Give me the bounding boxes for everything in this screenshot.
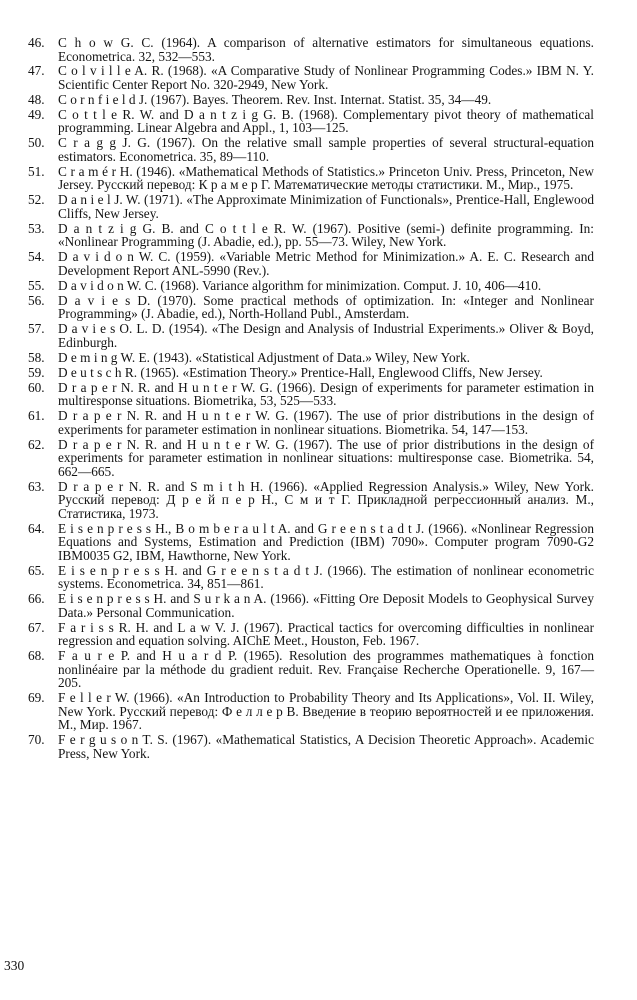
reference-item <box>28 522 594 563</box>
reference-item <box>28 108 594 135</box>
reference-item <box>28 36 594 63</box>
reference-item <box>28 733 594 760</box>
reference-item <box>28 165 594 192</box>
reference-text: D a v i d o n W. C. (1968). Variance algorithm for minimization. Comput. J. 10, 406—410. <box>58 277 542 293</box>
reference-text: F a r i s s R. H. and L a w V. J. (1967). Practical tactics for overcoming difficulties in nonlinear regression and equation solving. AIChE Meet., Houston, Feb. 1967. <box>58 619 594 649</box>
reference-number: 61. <box>28 408 45 424</box>
reference-number: 59. <box>28 364 45 380</box>
reference-number: 65. <box>28 562 45 578</box>
reference-item <box>28 592 594 619</box>
reference-number: 60. <box>28 379 45 395</box>
reference-number: 55. <box>28 277 45 293</box>
reference-number: 66. <box>28 591 45 607</box>
reference-item <box>28 366 594 380</box>
reference-item <box>28 621 594 648</box>
reference-text: D r a p e r N. R. and H u n t e r W. G. (1966). Design of experiments for parameter estimation in multiresponse situations. Biometrika, 53, 525—533. <box>58 379 594 409</box>
reference-text: D e u t s c h R. (1965). «Estimation Theory.» Prentice-Hall, Englewood Cliffs, New Jersey. <box>58 364 543 380</box>
reference-item <box>28 351 594 365</box>
reference-number: 64. <box>28 520 45 536</box>
reference-item <box>28 294 594 321</box>
reference-item <box>28 564 594 591</box>
reference-text: E i s e n p r e s s H. and S u r k a n A. (1966). «Fitting Ore Deposit Models to Geophysical Survey Data.» Personal Communication. <box>58 591 594 620</box>
reference-text: F e l l e r W. (1966). «An Introduction to Probability Theory and Its Applications», Vol. II. Wiley, New York. Русский перевод: Ф е л л е р В. Введение в теорию вероятностей и ее приложения. М., Мир. 1967. <box>58 690 594 733</box>
reference-text: D e m i n g W. E. (1943). «Statistical Adjustment of Data.» Wiley, New York. <box>58 349 471 365</box>
reference-number: 50. <box>28 135 45 151</box>
reference-text: D r a p e r N. R. and S m i t h H. (1966). «Applied Regression Analysis.» Wiley, New York. Русский перевод: Д р е й п е р Н., С м и т Г. Прикладной регрессионный анализ. М., Статистика, 1973. <box>58 478 594 521</box>
reference-text: D r a p e r N. R. and H u n t e r W. G. (1967). The use of prior distributions in the design of experiments for parameter estimation in nonlinear situations. Biometrika. 54, 147—153. <box>58 408 594 437</box>
reference-item <box>28 649 594 690</box>
reference-item <box>28 193 594 220</box>
reference-text: D a v i e s O. L. D. (1954). «The Design and Analysis of Industrial Experiments.» Oliver & Boyd, Edinburgh. <box>58 321 594 350</box>
reference-number: 68. <box>28 648 45 664</box>
reference-text: E i s e n p r e s s H., B o m b e r a u l t A. and G r e e n s t a d t J. (1966). «Nonlinear Regression Equations and Systems, Estimation and Prediction (IBM) 7090». Computer program 7090-G2 IBM0035 G2, IBM, Hawthorne, New York. <box>58 520 594 563</box>
reference-list <box>28 36 594 762</box>
reference-item <box>28 409 594 436</box>
reference-item <box>28 691 594 732</box>
reference-number: 53. <box>28 220 45 236</box>
reference-item <box>28 250 594 277</box>
reference-text: C o r n f i e l d J. (1967). Bayes. Theorem. Rev. Inst. Internat. Statist. 35, 34—49. <box>58 91 492 107</box>
reference-number: 47. <box>28 63 45 79</box>
reference-text: C r a g g J. G. (1967). On the relative small sample properties of several structural-equation estimators. Econometrica. 35, 89—110. <box>58 135 594 164</box>
reference-text: D a n t z i g G. B. and C o t t l e R. W. (1967). Positive (semi-) definite programming. In: «Nonlinear Programming (J. Abadie, ed.), pp. 55—73. Wiley, New York. <box>58 220 594 250</box>
reference-item <box>28 381 594 408</box>
reference-number: 52. <box>28 192 45 208</box>
reference-item <box>28 480 594 521</box>
reference-number: 49. <box>28 106 45 122</box>
reference-item <box>28 64 594 91</box>
reference-number: 70. <box>28 732 45 748</box>
reference-number: 51. <box>28 163 45 179</box>
reference-number: 57. <box>28 321 45 337</box>
reference-item <box>28 136 594 163</box>
reference-number: 62. <box>28 436 45 452</box>
reference-number: 48. <box>28 91 45 107</box>
reference-text: D a v i e s D. (1970). Some practical methods of optimization. In: «Integer and Nonlinear Programming» (J. Abadie, ed.), North-Holland Publ., Amsterdam. <box>58 292 594 322</box>
reference-text: C r a m é r H. (1946). «Mathematical Methods of Statistics.» Princeton Univ. Press, Princeton, New Jersey. Русский перевод: К р а м е р Г. Математические методы статистики. М., Мир., 1975. <box>58 163 594 193</box>
reference-number: 63. <box>28 478 45 494</box>
reference-item <box>28 222 594 249</box>
reference-item <box>28 438 594 479</box>
reference-number: 54. <box>28 249 45 265</box>
reference-text: C o t t l e R. W. and D a n t z i g G. B. (1968). Complementary pivot theory of mathematical programming. Linear Algebra and Appl., 1, 103—125. <box>58 106 594 136</box>
reference-text: D r a p e r N. R. and H u n t e r W. G. (1967). The use of prior distributions in the design of experiments for parameter estimation in nonlinear situations: multiresponse case. Biometrika. 54, 662—665. <box>58 436 594 479</box>
reference-number: 67. <box>28 619 45 635</box>
reference-text: C o l v i l l e A. R. (1968). «A Comparative Study of Nonlinear Programming Codes.» IBM N. Y. Scientific Center Report No. 320-2949, New York. <box>58 63 594 93</box>
reference-number: 56. <box>28 292 45 308</box>
reference-number: 46. <box>28 35 45 50</box>
reference-number: 69. <box>28 690 45 706</box>
reference-number: 58. <box>28 349 45 365</box>
reference-text: F a u r e P. and H u a r d P. (1965). Resolution des programmes mathematiques à fonction nonlinéaire par la méthode du gradient reduit. Rev. Française Recherche Operationelle. 9, 167—205. <box>58 648 594 691</box>
reference-text: F e r g u s o n T. S. (1967). «Mathematical Statistics, A Decision Theoretic Approach». Academic Press, New York. <box>58 732 594 761</box>
reference-item <box>28 322 594 349</box>
reference-text: D a v i d o n W. C. (1959). «Variable Metric Method for Minimization.» A. E. C. Research and Development Report ANL-5990 (Rev.). <box>58 249 594 278</box>
page-number: 330 <box>4 958 25 973</box>
reference-text: C h o w G. C. (1964). A comparison of alternative estimators for simultaneous equations. Econometrica. 32, 532—553. <box>58 35 594 64</box>
reference-item <box>28 93 594 107</box>
reference-text: E i s e n p r e s s H. and G r e e n s t a d t J. (1966). The estimation of nonlinear econometric systems. Econometrica. 34, 851—861. <box>58 562 594 592</box>
reference-item <box>28 279 594 293</box>
reference-text: D a n i e l J. W. (1971). «The Approximate Minimization of Functionals», Prentice-Hall, Englewood Cliffs, New Jersey. <box>58 192 594 221</box>
